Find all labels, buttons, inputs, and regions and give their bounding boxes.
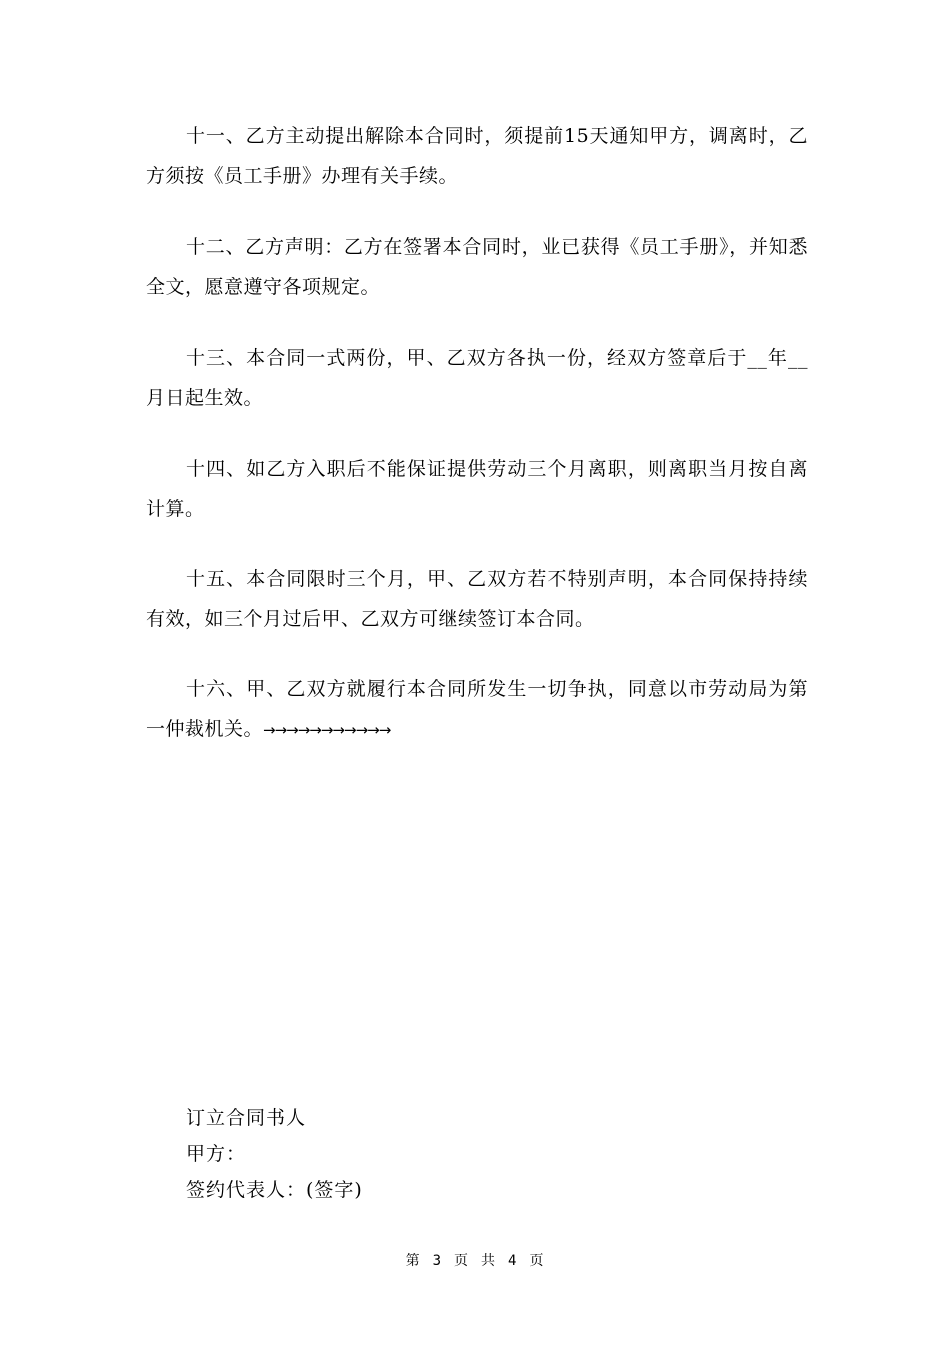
page-number-footer [0,1250,950,1270]
tab-arrow-marks: →→→→→→→→→→→ [263,721,391,739]
footer-total-pages: 4 [508,1253,518,1269]
clause-16 [146,669,808,750]
clause-11-text: 十一、乙方主动提出解除本合同时，须提前15天通知甲方，调离时，乙方须按《员工手册》办理有关手续。 [146,125,808,187]
clause-11 [146,116,808,196]
clause-14 [146,449,808,529]
footer-total-suffix: 页 [529,1253,545,1269]
clause-15-text: 十五、本合同限时三个月，甲、乙双方若不特别声明，本合同保持持续有效，如三个月过后甲、乙双方可继续签订本合同。 [146,568,808,630]
clause-12-text: 十二、乙方声明：乙方在签署本合同时，业已获得《员工手册》，并知悉全文，愿意遵守各项规定。 [146,236,808,298]
signature-heading: 订立合同书人 [186,1107,307,1129]
representative-label: 签约代表人：(签字) [186,1179,363,1201]
footer-prefix: 第 [405,1253,421,1269]
footer-total-prefix: 共 [481,1253,496,1269]
clause-12 [146,227,808,307]
clause-13 [146,338,808,418]
clause-16-text: 十六、甲、乙双方就履行本合同所发生一切争执，同意以市劳动局为第一仲裁机关。 [146,678,808,740]
clause-15 [146,559,808,639]
footer-current-page: 3 [432,1253,442,1269]
clause-13-text: 十三、本合同一式两份，甲、乙双方各执一份，经双方签章后于__年__月日起生效。 [146,347,808,409]
clause-14-text: 十四、如乙方入职后不能保证提供劳动三个月离职，则离职当月按自离计算。 [146,458,808,520]
footer-page-word: 页 [454,1253,469,1269]
party-a-label: 甲方： [186,1143,247,1165]
